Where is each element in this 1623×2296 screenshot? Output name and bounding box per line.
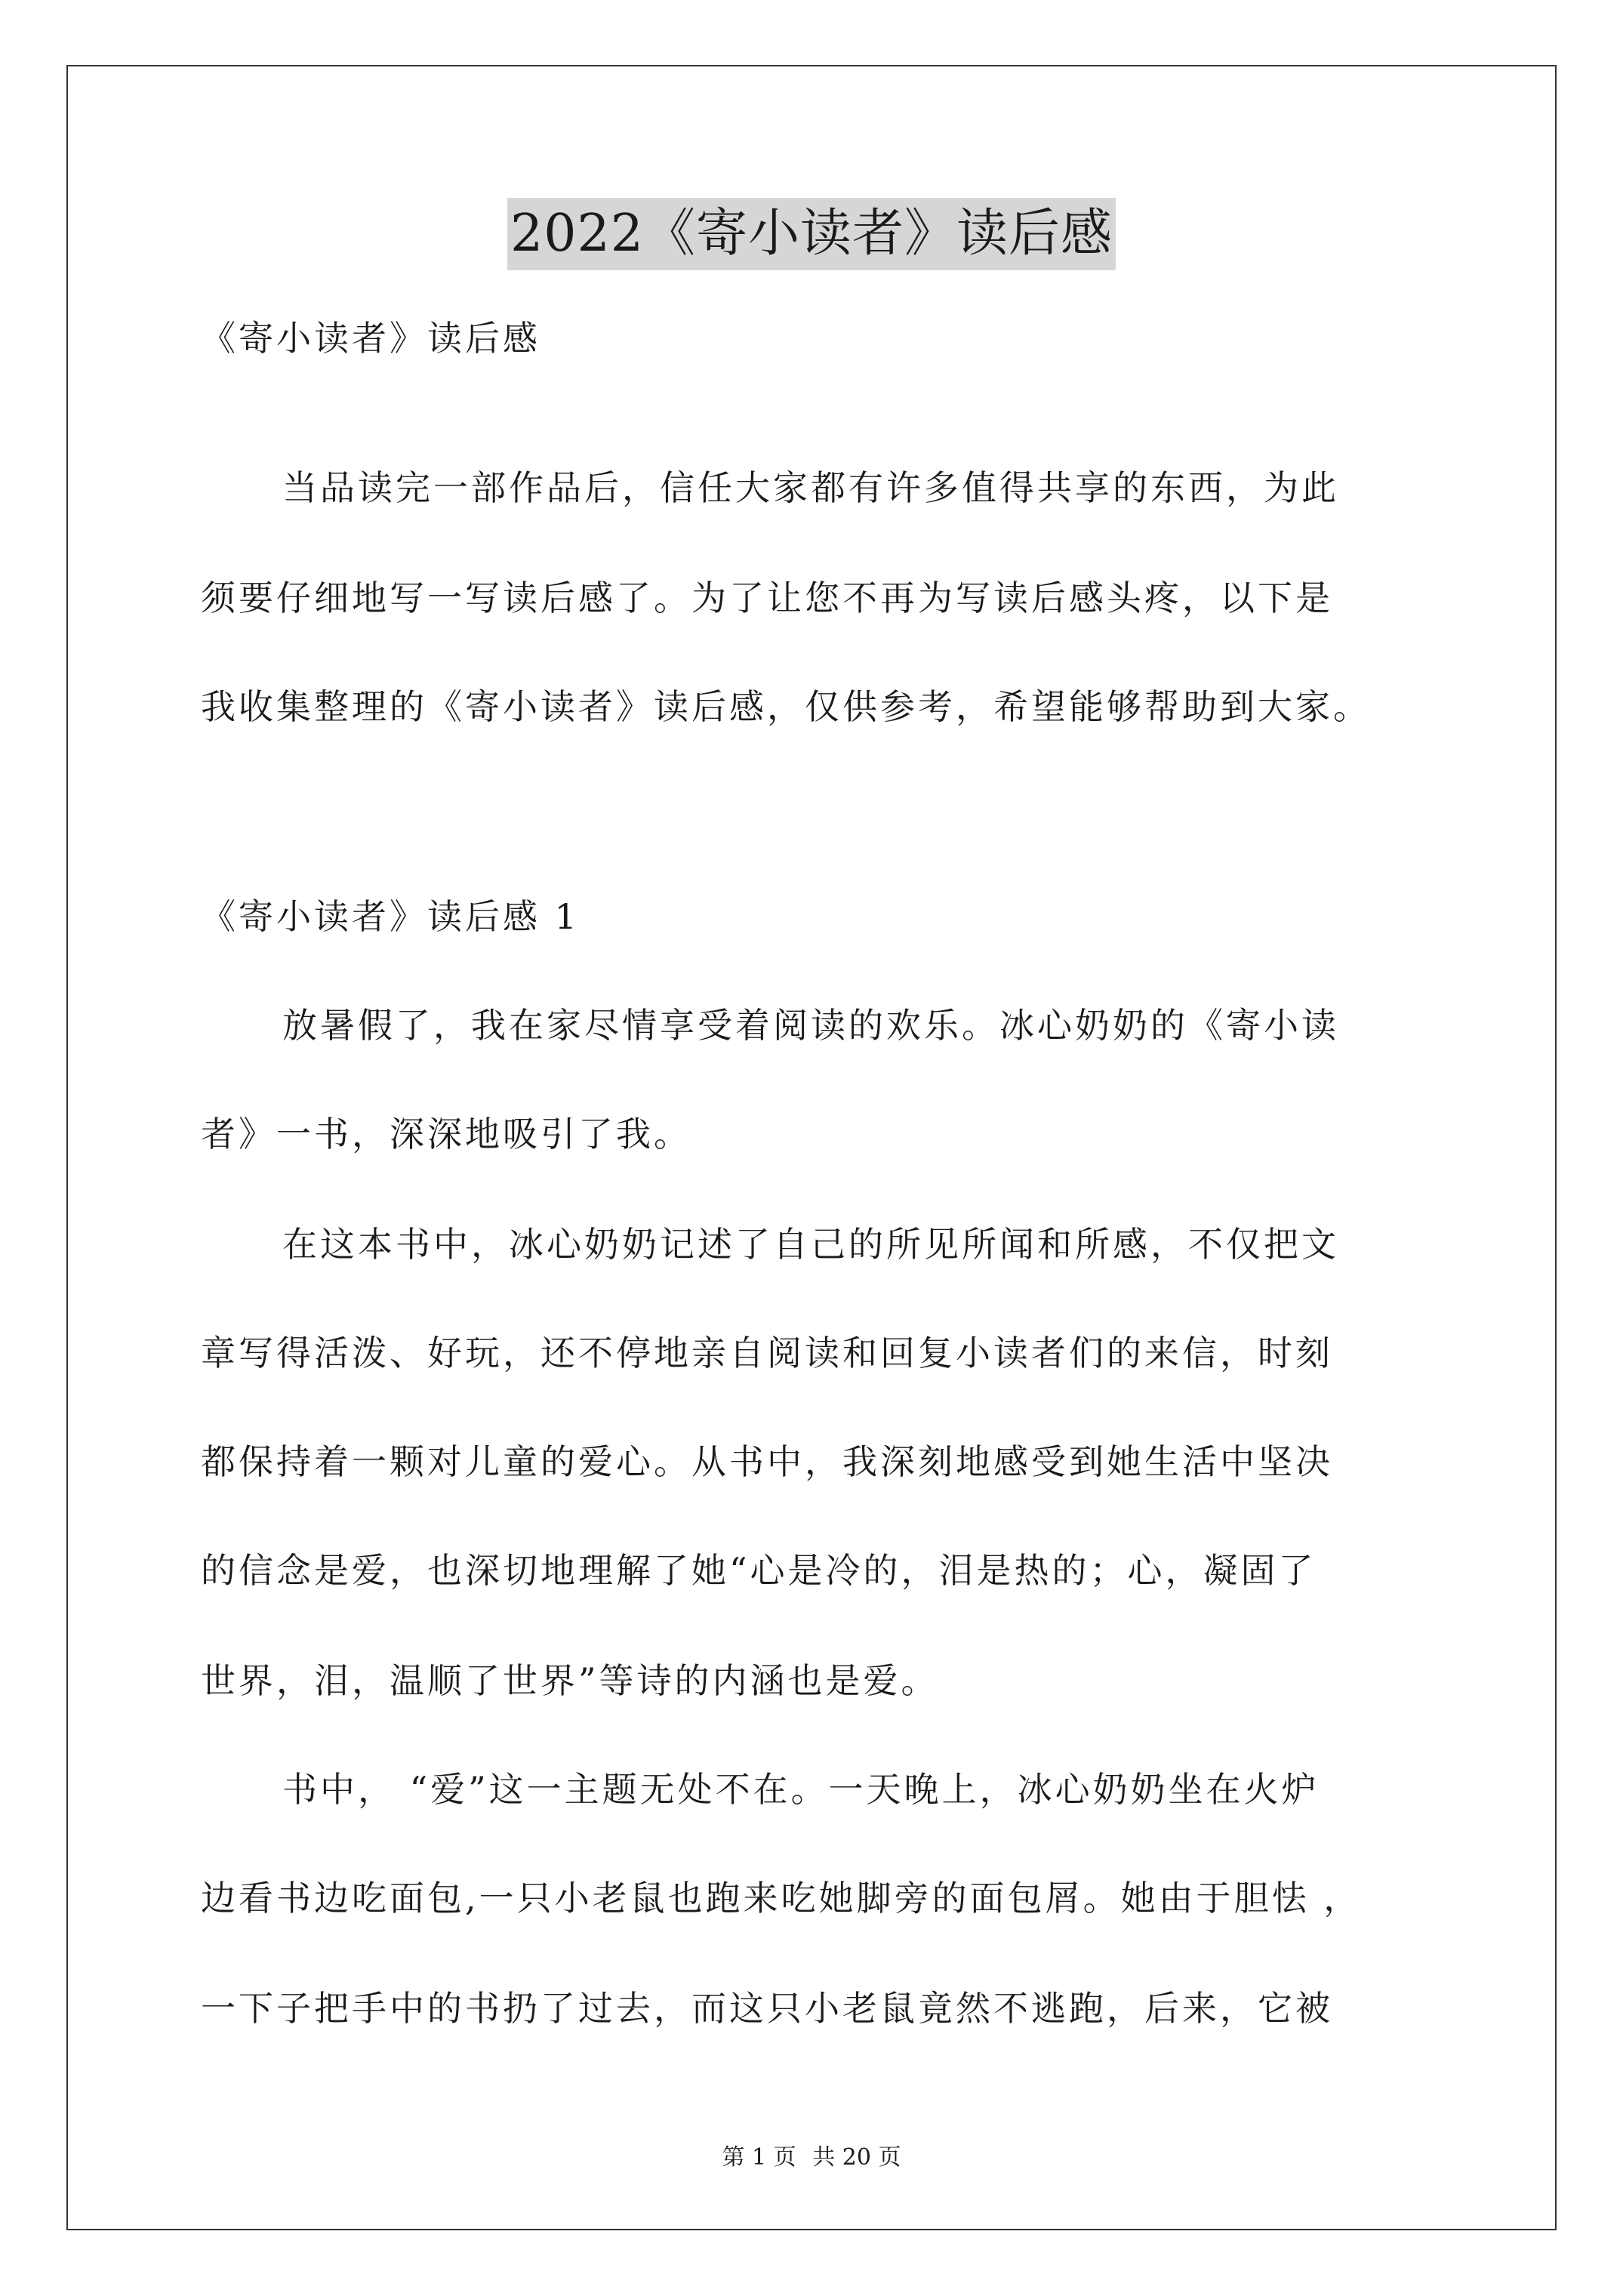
page-number: 第 1 页 (722, 2144, 796, 2171)
text-line: 在这本书中，冰心奶奶记述了自己的所见所闻和所感，不仅把文 (282, 1224, 1339, 1265)
text-line: 都保持着一颗对儿童的爱心。从书中，我深刻地感受到她生活中坚决 (201, 1441, 1333, 1482)
text-line: 须要仔细地写一写读后感了。为了让您不再为写读后感头疼，以下是 (201, 578, 1333, 618)
text-line: 书中， “爱”这一主题无处不在。一天晚上，冰心奶奶坐在火炉 (282, 1769, 1320, 1810)
page-footer (0, 2143, 1623, 2173)
document-title: 2022《寄小读者》读后感 (507, 198, 1116, 270)
page-total: 共 20 页 (812, 2144, 901, 2171)
text-line: 当品读完一部作品后，信任大家都有许多值得共享的东西，为此 (282, 467, 1339, 508)
text-line: 者》一书，深深地吸引了我。 (201, 1114, 691, 1154)
text-line: 边看书边吃面包,一只小老鼠也跑来吃她脚旁的面包屑。她由于胆怯 ， (201, 1878, 1362, 1918)
text-line: 我收集整理的《寄小读者》读后感，仅供参考，希望能够帮助到大家。 (201, 686, 1371, 727)
section-heading: 《寄小读者》读后感 1 (201, 896, 580, 937)
text-line: 的信念是爱，也深切地理解了她“心是冷的，泪是热的；心，凝固了 (201, 1550, 1317, 1591)
section-heading: 《寄小读者》读后感 (201, 318, 540, 359)
text-line: 章写得活泼、好玩，还不停地亲自阅读和回复小读者们的来信，时刻 (201, 1333, 1333, 1373)
text-line: 世界，泪，温顺了世界”等诗的内涵也是爱。 (201, 1660, 939, 1701)
title-container (0, 198, 1623, 270)
text-line: 放暑假了，我在家尽情享受着阅读的欢乐。冰心奶奶的《寄小读 (282, 1005, 1339, 1046)
text-line: 一下子把手中的书扔了过去，而这只小老鼠竟然不逃跑，后来，它被 (201, 1988, 1333, 2029)
